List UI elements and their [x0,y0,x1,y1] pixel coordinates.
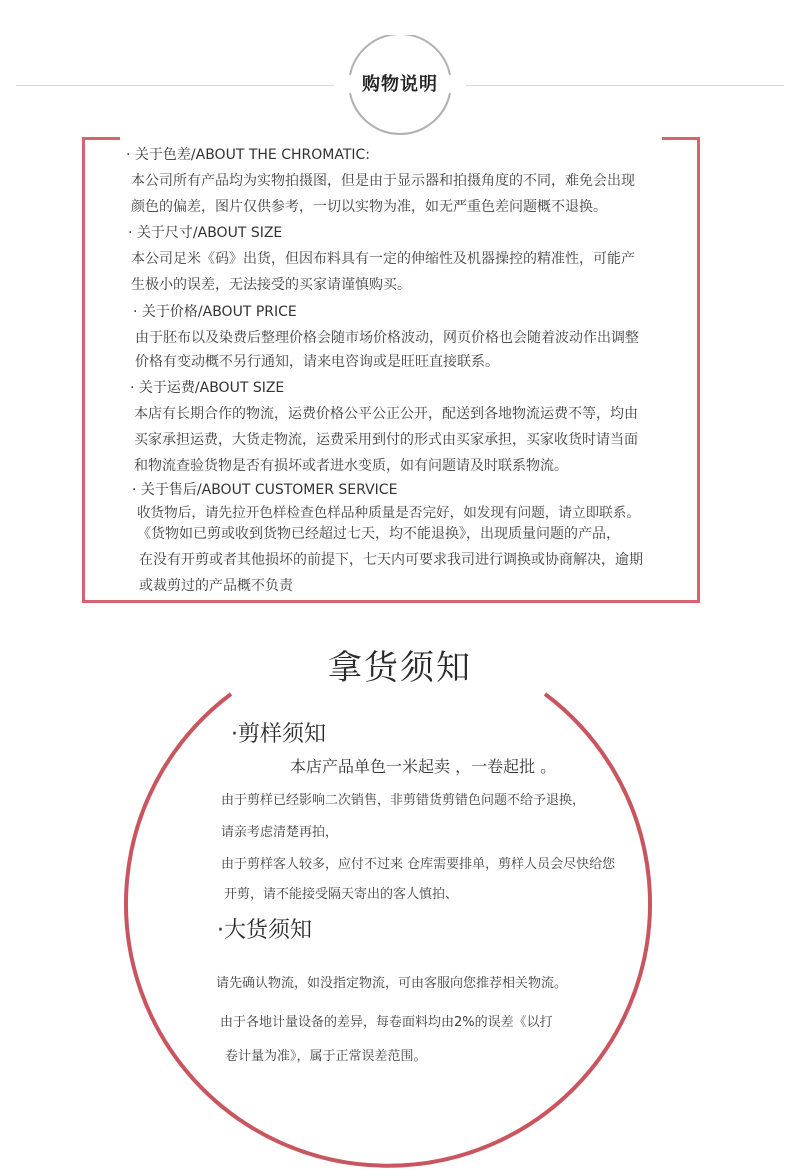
bulk-text-line: 卷计量为准》，属于正常误差范围。 [225,1049,427,1064]
pickup-title: 拿货须知 [328,648,472,688]
shipping-text-line: 买家承担运费，大货走物流，运费采用到付的形式由买家承担，买家收货时请当面 [134,432,638,448]
bulk-heading: ·大货须知 [217,918,312,943]
shipping-text-line: 和物流查验货物是否有损坏或者进水变质，如有问题请及时联系物流。 [134,458,568,474]
frame-top-right-corner [662,137,700,140]
frame-right-border [697,137,700,603]
sample-text-line: 由于剪样客人较多，应付不过来 仓库需要排单，剪样人员会尽快给您 [221,857,616,872]
service-text-line: 收货物后，请先拉开色样检查色样品种质量是否完好，如发现有问题，请立即联系。 [137,505,640,521]
frame-left-border [82,137,85,603]
service-text-line: 在没有开剪或者其他损坏的前提下，七天内可要求我司进行调换或协商解决，逾期 [139,552,643,568]
size-text-line: 本公司足米《码》出货，但因布料具有一定的伸缩性及机器操控的精准性，可能产 [131,251,635,267]
frame-bottom-border [82,600,700,603]
size-text-line: 生极小的误差，无法接受的买家请谨慎购买。 [131,277,411,293]
sample-heading: ·剪样须知 [231,722,326,747]
price-text-line: 价格有变动概不另行通知，请来电咨询或是旺旺直接联系。 [135,354,499,370]
frame-top-left-corner [82,137,120,140]
chromatic-heading: · 关于色差/ABOUT THE CHROMATIC: [126,147,370,163]
sample-text-line: 请亲考虑清楚再拍， [221,825,339,840]
price-heading: · 关于价格/ABOUT PRICE [133,304,297,320]
service-heading: · 关于售后/ABOUT CUSTOMER SERVICE [132,482,398,498]
bulk-text-line: 请先确认物流，如没指定物流，可由客服向您推荐相关物流。 [216,976,568,991]
service-text-line: 或裁剪过的产品概不负责 [139,578,293,594]
page-title: 购物说明 [362,74,438,95]
service-text-line: 《货物如已剪或收到货物已经超过七天，均不能退换》，出现质量问题的产品， [137,526,620,542]
header-divider-left [16,85,334,86]
chromatic-text-line: 颜色的偏差，图片仅供参考，一切以实物为准，如无严重色差问题概不退换。 [131,199,607,215]
price-text-line: 由于胚布以及染费后整理价格会随市场价格波动，网页价格也会随着波动作出调整 [135,330,639,346]
sample-intro: 本店产品单色一米起卖 ，一卷起批 。 [290,757,557,776]
bulk-text-line: 由于各地计量设备的差异，每卷面料均由2%的误差《以打 [220,1015,553,1030]
shipping-text-line: 本店有长期合作的物流，运费价格公平公正公开，配送到各地物流运费不等，均由 [134,406,638,422]
shipping-heading: · 关于运费/ABOUT SIZE [130,380,285,396]
chromatic-text-line: 本公司所有产品均为实物拍摄图，但是由于显示器和拍摄角度的不同，难免会出现 [131,173,635,189]
size-heading: · 关于尺寸/ABOUT SIZE [128,225,283,241]
sample-text-line: 开剪，请不能接受隔天寄出的客人慎拍、 [224,887,459,902]
header-divider-right [466,85,784,86]
sample-text-line: 由于剪样已经影响二次销售，非剪错货剪错色问题不给予退换， [221,793,586,808]
